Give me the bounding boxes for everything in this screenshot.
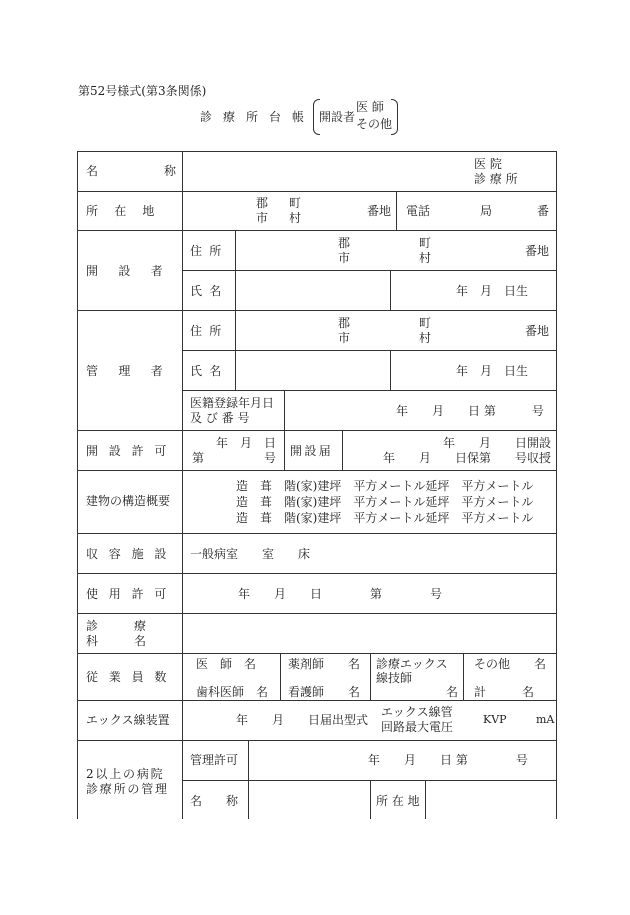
founder-shi: 市 [338, 251, 351, 265]
multi-permit-value: 年 月 日 第 号 [368, 753, 528, 767]
loc-banchi: 番地 [367, 204, 392, 218]
notice-line-1: 年 月 日開設 [443, 436, 552, 450]
label-use-permit: 使用許可 [86, 587, 178, 601]
clinic-type-iin: 医 院 [474, 157, 502, 171]
xray-voltage: 回路最大電圧 [381, 720, 454, 734]
xray-ma: mA [536, 713, 555, 726]
permit-go: 号 [264, 451, 277, 465]
multi-permit-label: 管理許可 [190, 753, 239, 767]
label-name-second: 称 [164, 164, 177, 178]
building-line: 造 葺 階(家)建坪 平方メートル延坪 平方メートル [236, 511, 534, 525]
label-xray: エックス線装置 [86, 713, 170, 727]
label-building: 建物の構造概要 [86, 494, 171, 508]
clinic-type-shinryojo: 診 療 所 [474, 172, 518, 186]
notice-line-2: 年 月 日保第 号収授 [383, 451, 552, 465]
loc-phone: 電話 [406, 204, 431, 218]
label-multi-2: 診療所の管理 [86, 782, 169, 796]
capacity-value: 一般病室 室 床 [190, 547, 311, 561]
building-line: 造 葺 階(家)建坪 平方メートル延坪 平方メートル [236, 495, 534, 509]
founder-option-doctor: 医 師 [356, 100, 384, 114]
manager-banchi: 番地 [525, 324, 550, 338]
founder-birth: 年 月 日生 [456, 284, 529, 298]
xray-value: 年 月 日届出型式 [236, 713, 369, 727]
notice-label: 開設届 [290, 444, 334, 458]
manager-cho: 町 [419, 316, 432, 330]
staff-xray-tech-2: 線技師 [376, 671, 413, 685]
founder-cho: 町 [419, 236, 432, 250]
manager-reg-value: 年 月 日 第 号 [396, 404, 544, 418]
label-dept-1: 診 療 [86, 619, 147, 633]
form-number: 第52号様式(第3条関係) [78, 84, 207, 98]
manager-shi: 市 [338, 331, 351, 345]
founder-address-label: 住所 [190, 244, 229, 258]
label-capacity: 収容施設 [86, 547, 178, 561]
multi-location-label: 所 在 地 [376, 794, 420, 808]
manager-reg-label-1: 医籍登録年月日 [190, 396, 275, 410]
label-location: 所在地 [86, 204, 171, 218]
loc-ban: 番 [537, 204, 550, 218]
manager-name-label: 氏名 [190, 364, 229, 378]
manager-address-label: 住所 [190, 324, 229, 338]
label-staff: 従業員数 [86, 670, 178, 684]
manager-son: 村 [419, 331, 432, 345]
page-title: 診療所台帳 [200, 110, 316, 124]
label-name-first: 名 [86, 164, 99, 178]
staff-doctor: 医 師 名 [196, 657, 257, 671]
staff-nurse: 看護師 名 [288, 685, 361, 699]
staff-xray-tech-unit: 名 [446, 685, 459, 699]
founder-son: 村 [419, 251, 432, 265]
label-founder: 開設者 [86, 264, 184, 278]
staff-other: その他 名 [474, 657, 547, 671]
manager-gun: 郡 [338, 316, 351, 330]
loc-shi: 市 [256, 211, 269, 225]
loc-gun: 郡 [256, 196, 269, 210]
founder-gun: 郡 [338, 236, 351, 250]
founder-label: 開設者 [319, 110, 356, 124]
loc-cho: 町 [289, 196, 302, 210]
founder-name-label: 氏名 [190, 284, 229, 298]
label-permit-open: 開設許可 [86, 444, 178, 458]
loc-son: 村 [289, 211, 302, 225]
permit-dai: 第 [192, 451, 205, 465]
label-dept-2: 科 名 [86, 634, 147, 648]
founder-option-other: その他 [356, 117, 393, 131]
manager-reg-label-2: 及 び 番 号 [190, 411, 250, 425]
xray-kvp: KVP [483, 713, 507, 726]
use-permit-value: 年 月 日 第 号 [238, 587, 443, 601]
loc-kyoku: 局 [480, 204, 493, 218]
permit-date: 年 月 日 [216, 436, 277, 450]
staff-xray-tech-1: 診療エックス [376, 657, 448, 671]
founder-banchi: 番地 [525, 244, 550, 258]
staff-total: 計 名 [474, 685, 535, 699]
building-line: 造 葺 階(家)建坪 平方メートル延坪 平方メートル [236, 479, 534, 493]
staff-pharmacist: 薬剤師 名 [288, 657, 361, 671]
right-bracket [391, 99, 398, 135]
label-multi-1: 2以上の病院 [86, 767, 165, 781]
staff-dentist: 歯科医師 名 [196, 685, 269, 699]
multi-name-label: 名 称 [190, 794, 239, 808]
label-manager: 管理者 [86, 364, 184, 378]
manager-birth: 年 月 日生 [456, 364, 529, 378]
xray-tube: エックス線管 [381, 705, 453, 719]
